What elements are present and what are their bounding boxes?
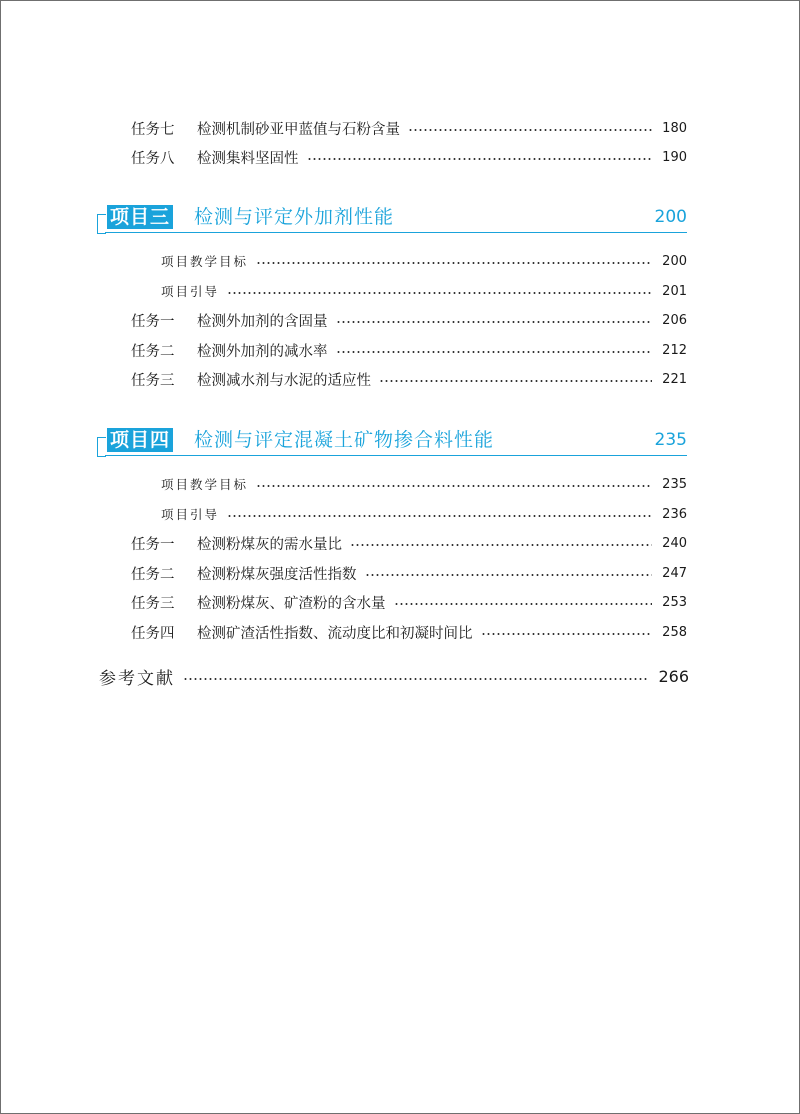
section-page: 235 bbox=[654, 430, 687, 450]
toc-entry-title: 检测粉煤灰强度活性指数 bbox=[197, 566, 357, 583]
section-bracket bbox=[97, 214, 106, 234]
toc-entry-prefix: 任务一 bbox=[131, 313, 175, 330]
section-tag: 项目四 bbox=[107, 428, 173, 452]
toc-entry-page: 206 bbox=[662, 312, 687, 328]
toc-entry-title: 检测粉煤灰、矿渣粉的含水量 bbox=[197, 595, 386, 612]
toc-entry-title: 检测集料坚固性 bbox=[197, 150, 299, 167]
leader-dots bbox=[307, 158, 653, 160]
toc-entry-page: 247 bbox=[662, 565, 687, 581]
toc-entry-title: 检测机制砂亚甲蓝值与石粉含量 bbox=[197, 121, 400, 138]
leader-dots bbox=[481, 633, 653, 635]
toc-entry-page: 258 bbox=[662, 624, 687, 640]
toc-entry[interactable] bbox=[131, 145, 687, 169]
section-tag: 项目三 bbox=[107, 205, 173, 229]
toc-entry[interactable] bbox=[131, 620, 687, 644]
leader-dots bbox=[379, 380, 652, 382]
leader-dots bbox=[256, 485, 652, 487]
leader-dots bbox=[408, 129, 652, 131]
toc-entry-page: 235 bbox=[662, 476, 687, 492]
toc-entry-title: 检测矿渣活性指数、流动度比和初凝时间比 bbox=[197, 625, 473, 642]
section-bracket bbox=[97, 437, 106, 457]
toc-entry-page: 240 bbox=[662, 535, 687, 551]
section-header[interactable] bbox=[97, 427, 687, 457]
toc-entry-title: 检测外加剂的含固量 bbox=[197, 313, 328, 330]
toc-entry-page: 180 bbox=[662, 120, 687, 136]
toc-entry-title: 检测减水剂与水泥的适应性 bbox=[197, 372, 371, 389]
toc-entry-title: 项目教学目标 bbox=[161, 254, 249, 269]
leader-dots bbox=[350, 544, 652, 546]
toc-entry-prefix: 任务八 bbox=[131, 150, 175, 167]
toc-entry[interactable] bbox=[131, 367, 687, 391]
references-page: 266 bbox=[658, 666, 689, 686]
toc-entry-prefix: 任务三 bbox=[131, 372, 175, 389]
toc-entry-page: 201 bbox=[662, 283, 687, 299]
toc-entry-prefix: 任务四 bbox=[131, 625, 175, 642]
toc-entry[interactable] bbox=[131, 590, 687, 614]
toc-entry-page: 190 bbox=[662, 149, 687, 165]
toc-entry-title: 项目引导 bbox=[161, 507, 220, 522]
section-title: 检测与评定外加剂性能 bbox=[194, 206, 395, 228]
toc-entry-title: 项目引导 bbox=[161, 284, 220, 299]
toc-entry[interactable] bbox=[131, 308, 687, 332]
toc-entry[interactable] bbox=[161, 502, 687, 526]
leader-dots bbox=[365, 574, 653, 576]
leader-dots bbox=[336, 351, 653, 353]
toc-entry[interactable] bbox=[161, 472, 687, 496]
toc-entry[interactable] bbox=[131, 561, 687, 585]
references-entry[interactable] bbox=[99, 663, 689, 689]
toc-entry-title: 检测粉煤灰的需水量比 bbox=[197, 536, 342, 553]
leader-dots bbox=[256, 262, 652, 264]
toc-entry[interactable] bbox=[131, 338, 687, 362]
leader-dots bbox=[227, 515, 652, 517]
references-title: 参考文献 bbox=[99, 668, 175, 689]
toc-entry-prefix: 任务二 bbox=[131, 343, 175, 360]
section-header[interactable] bbox=[97, 204, 687, 234]
section-rule bbox=[105, 232, 687, 233]
toc-entry-prefix: 任务七 bbox=[131, 121, 175, 138]
section-title: 检测与评定混凝土矿物掺合料性能 bbox=[194, 429, 495, 451]
leader-dots bbox=[227, 292, 652, 294]
toc-entry-page: 221 bbox=[662, 371, 687, 387]
toc-entry[interactable] bbox=[131, 116, 687, 140]
section-rule bbox=[105, 455, 687, 456]
section-page: 200 bbox=[654, 207, 687, 227]
toc-entry-page: 253 bbox=[662, 594, 687, 610]
toc-entry-title: 项目教学目标 bbox=[161, 477, 249, 492]
toc-entry-prefix: 任务二 bbox=[131, 566, 175, 583]
toc-entry[interactable] bbox=[131, 531, 687, 555]
toc-entry-page: 236 bbox=[662, 506, 687, 522]
toc-entry-page: 200 bbox=[662, 253, 687, 269]
leader-dots bbox=[183, 678, 648, 680]
leader-dots bbox=[394, 603, 653, 605]
toc-entry-prefix: 任务三 bbox=[131, 595, 175, 612]
leader-dots bbox=[336, 321, 653, 323]
toc-entry-page: 212 bbox=[662, 342, 687, 358]
toc-entry-prefix: 任务一 bbox=[131, 536, 175, 553]
toc-entry-title: 检测外加剂的减水率 bbox=[197, 343, 328, 360]
toc-entry[interactable] bbox=[161, 279, 687, 303]
toc-entry[interactable] bbox=[161, 249, 687, 273]
